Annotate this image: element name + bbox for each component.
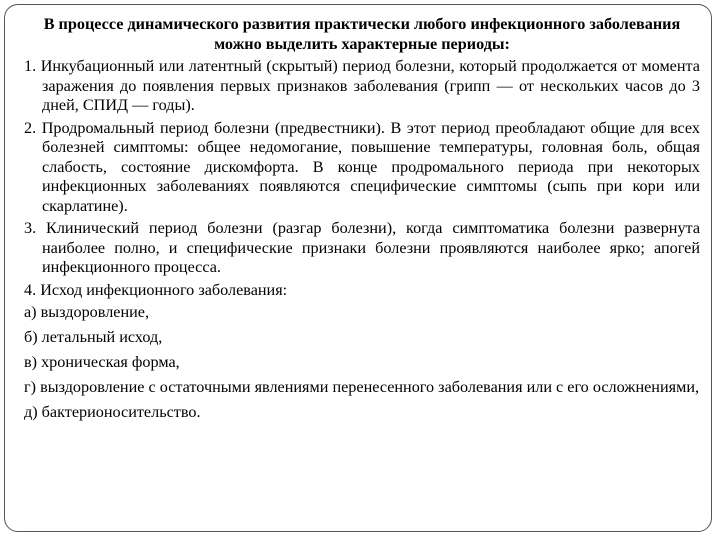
- slide-content: [24, 15, 700, 428]
- slide-title: В процессе динамического развития практически любого инфекционного заболевания можно выделить характерные периоды:: [43, 15, 681, 53]
- period-outcome: 4. Исход инфекционного заболевания:: [24, 280, 288, 299]
- outcome-carrier: д) бактерионосительство.: [24, 403, 201, 421]
- period-prodromal: 2. Продромальный период болезни (предвестники). В этот период преобладают общие для всех болезней симптомы: общее недомогание, повышение температуры, головная боль, общая слабость, состояние дискомфорта. В конце продромального периода при некоторых инфекционных заболеваниях появляются специфические симптомы (сыпь при кори или скарлатине).: [24, 118, 700, 215]
- outcome-recovery: а) выздоровление,: [24, 303, 150, 321]
- outcome-residual: г) выздоровление с остаточными явлениями перенесенного заболевания или с его осложнениями,: [24, 378, 700, 396]
- period-clinical: 3. Клинический период болезни (разгар болезни), когда симптоматика болезни развернута наиболее полно, и специфические признаки болезни проявляются наиболее ярко; апогей инфекционного процесса.: [24, 219, 700, 276]
- outcome-chronic: в) хроническая форма,: [24, 353, 180, 371]
- outcome-lethal: б) летальный исход,: [24, 328, 163, 346]
- period-incubation: 1. Инкубационный или латентный (скрытый) период болезни, который продолжается от момента заражения до появления первых признаков заболевания (грипп — от нескольких часов до 3 дней, СПИД — годы).: [24, 57, 700, 114]
- slide-frame: [4, 4, 712, 532]
